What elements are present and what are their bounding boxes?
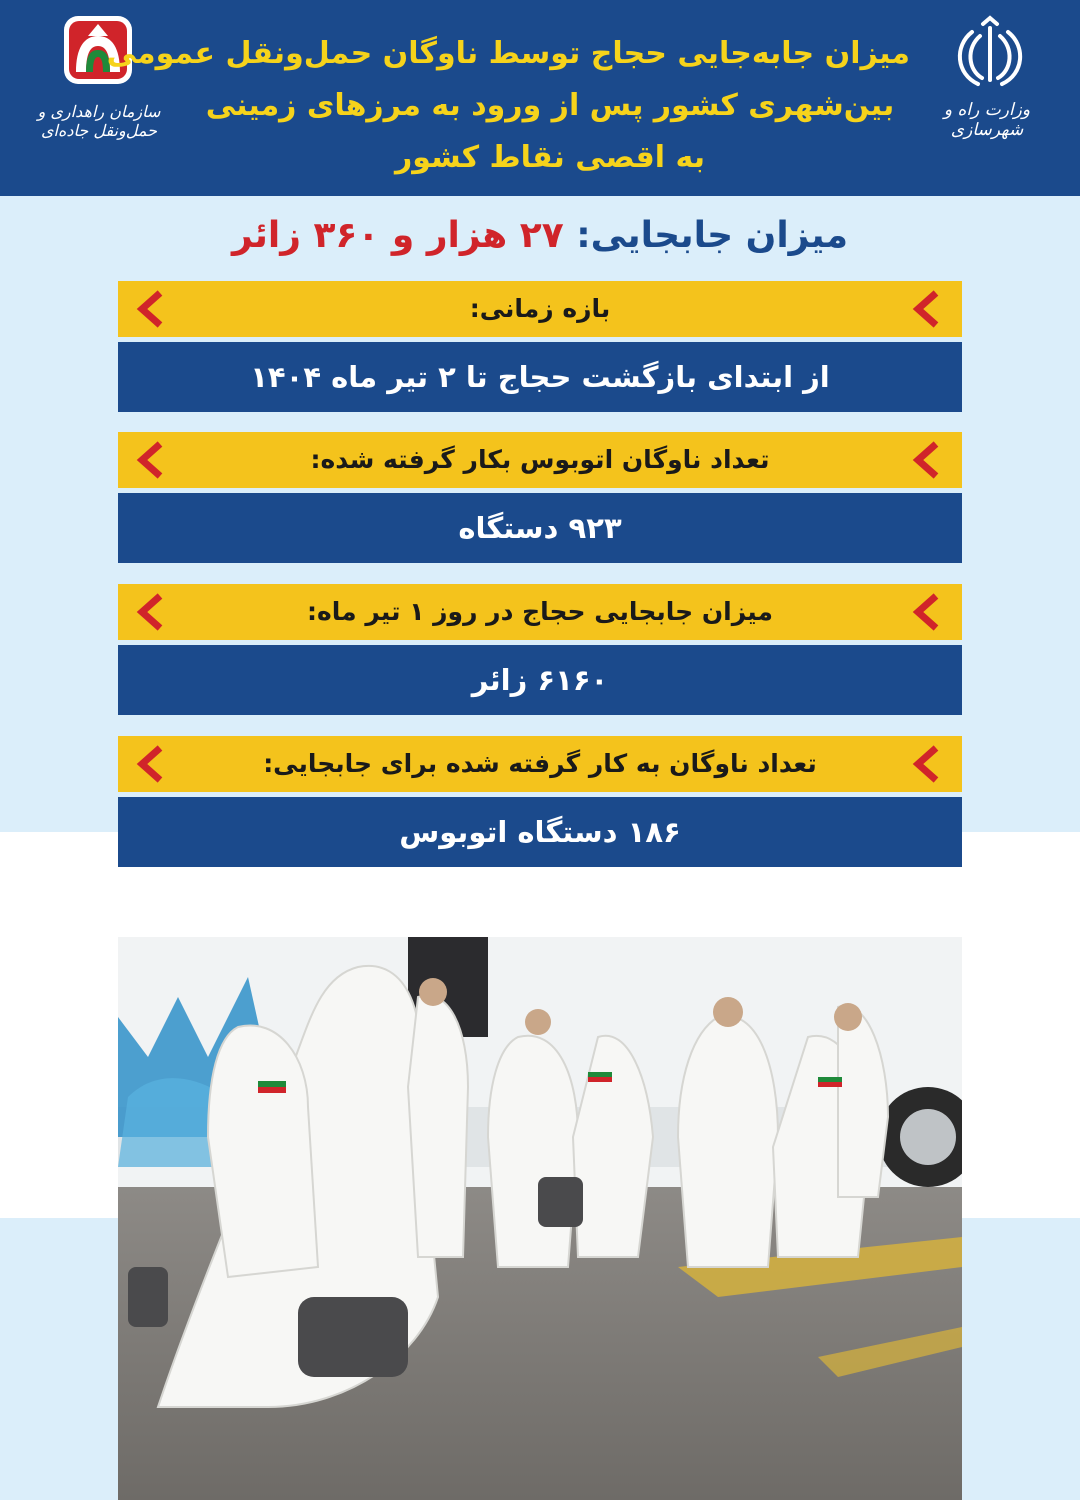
pilgrims-boarding-bus-photo: [118, 937, 962, 1500]
item-label-row: [118, 281, 962, 337]
item-value-row: [118, 645, 962, 715]
item-label: بازه زمانی:: [469, 294, 611, 323]
title-line: میزان جابه‌جایی حجاج توسط ناوگان حمل‌ونقل عمومی: [106, 36, 910, 71]
chevron-left-icon: [132, 744, 172, 784]
iran-emblem-icon: [950, 14, 1030, 94]
chevron-left-icon: [908, 592, 948, 632]
item-label: تعداد ناوگان اتوبوس بکار گرفته شده:: [310, 445, 770, 474]
item-value-row: [118, 342, 962, 412]
headline-value: ۲۷ هزار و ۳۶۰ زائر: [231, 215, 564, 256]
item-label: میزان جابجایی حجاج در روز ۱ تیر ماه:: [307, 597, 773, 626]
chevron-left-icon: [132, 440, 172, 480]
item-label-row: [118, 736, 962, 792]
item-value: ۹۲۳ دستگاه: [458, 511, 622, 545]
item-label-row: [118, 432, 962, 488]
header-banner: [0, 0, 1080, 196]
item-value-row: [118, 493, 962, 563]
organization-name: سازمان راهداری و حمل‌ونقل جاده‌ای: [37, 102, 161, 140]
item-value-row: [118, 797, 962, 867]
ministry-name: وزارت راه و شهرسازی: [943, 100, 1031, 140]
chevron-left-icon: [132, 592, 172, 632]
item-value: ۶۱۶۰ زائر: [471, 663, 609, 697]
item-label-row: [118, 584, 962, 640]
item-value: ۱۸۶ دستگاه اتوبوس: [399, 815, 681, 849]
total-transfer-headline: [140, 208, 940, 264]
headline-label: میزان جابجایی:: [576, 215, 849, 256]
item-label: تعداد ناوگان به کار گرفته شده برای جابجایی:: [263, 749, 817, 778]
page-title: [106, 28, 910, 184]
chevron-left-icon: [132, 289, 172, 329]
title-line: بین‌شهری کشور پس از ورود به مرزهای زمینی: [205, 88, 895, 123]
title-line: به اقصی نقاط کشور: [395, 140, 705, 175]
item-value: از ابتدای بازگشت حجاج تا ۲ تیر ماه ۱۴۰۴: [250, 360, 830, 394]
chevron-left-icon: [908, 289, 948, 329]
chevron-left-icon: [908, 744, 948, 784]
chevron-left-icon: [908, 440, 948, 480]
